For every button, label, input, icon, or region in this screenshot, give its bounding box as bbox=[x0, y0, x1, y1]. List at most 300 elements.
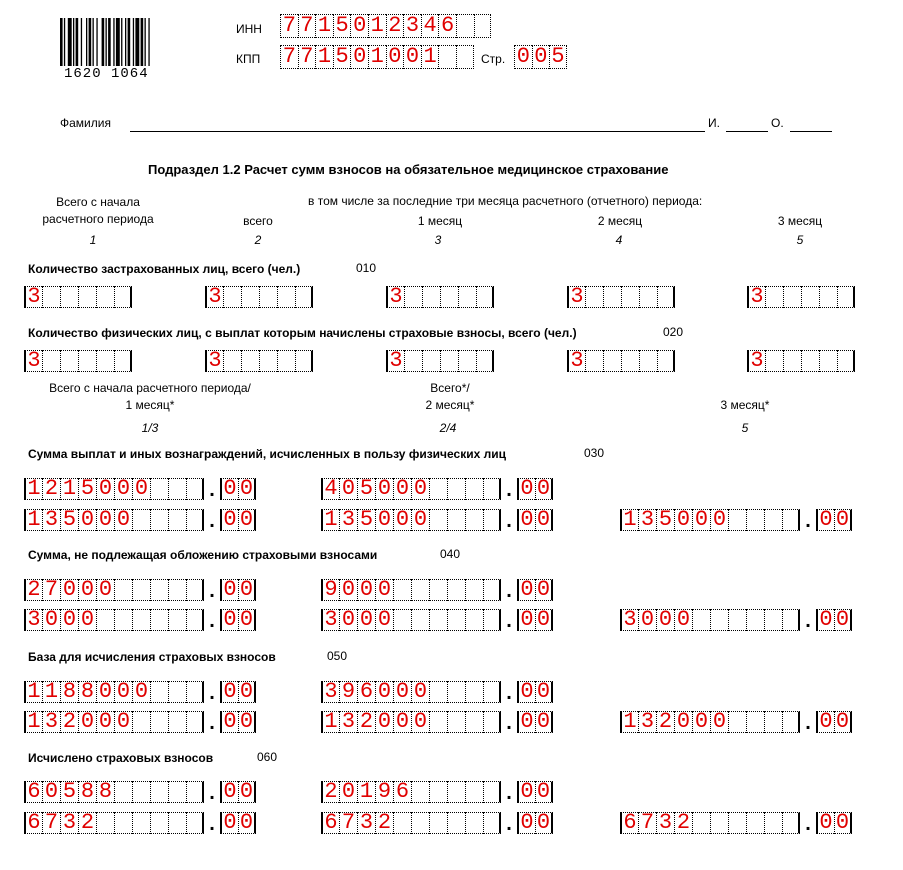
row060-m2-kopecks-cell: 0 bbox=[517, 812, 535, 834]
row030-m3-rubles-cell: 0 bbox=[674, 509, 692, 531]
row050-m2-rubles-cell bbox=[429, 711, 447, 733]
row040-m1-kopecks-cell: 0 bbox=[238, 609, 256, 631]
row030-m2-kopecks[interactable] bbox=[517, 509, 553, 531]
row050-m1-rubles-cell: 3 bbox=[42, 711, 60, 733]
row060-m1-kopecks[interactable] bbox=[220, 812, 256, 834]
kpp-field-cell: 1 bbox=[368, 45, 386, 69]
row040-all-rubles-cell: 0 bbox=[339, 579, 357, 601]
row030-m2-rubles-cell: 0 bbox=[393, 509, 411, 531]
kpp-field[interactable] bbox=[280, 45, 474, 69]
row060-m2-rubles-cell bbox=[393, 812, 411, 834]
row010-col4-field[interactable] bbox=[567, 286, 675, 308]
row060-total-rubles-cell bbox=[150, 781, 168, 803]
row060-m1-rubles[interactable] bbox=[24, 812, 204, 834]
inn-field-cell: 7 bbox=[280, 14, 298, 38]
row050-m2-kopecks-cell: 0 bbox=[517, 711, 535, 733]
inn-field-cell: 4 bbox=[421, 14, 439, 38]
row060-m3-rubles-cell bbox=[764, 812, 782, 834]
row020-col2-field-cell bbox=[241, 350, 259, 372]
row030-total-rubles[interactable] bbox=[24, 478, 204, 500]
col5-number: 5 bbox=[796, 233, 804, 247]
row020-col4-field-cell bbox=[585, 350, 603, 372]
row010-col5-field-cell bbox=[837, 286, 855, 308]
row040-m3-rubles[interactable] bbox=[620, 609, 800, 631]
row050-m1-rubles-cell: 1 bbox=[24, 711, 42, 733]
row050-total-rubles-cell bbox=[168, 681, 186, 703]
row060-m3-rubles-cell: 6 bbox=[620, 812, 638, 834]
row020-col1-field-cell bbox=[60, 350, 78, 372]
row050-m3-rubles-cell bbox=[782, 711, 800, 733]
row020-col4-field[interactable] bbox=[567, 350, 675, 372]
row030-m3-rubles-cell bbox=[764, 509, 782, 531]
row050-m1-kopecks[interactable] bbox=[220, 711, 256, 733]
row010-col5-field-cell: 3 bbox=[747, 286, 765, 308]
row030-m1-rubles-cell: 0 bbox=[78, 509, 96, 531]
row020-col1-field-cell bbox=[78, 350, 96, 372]
row050-all-rubles-cell: 6 bbox=[357, 681, 375, 703]
col5-header: 3 месяц bbox=[777, 214, 823, 228]
row050-m2-rubles-cell bbox=[447, 711, 465, 733]
row030-m2-rubles-cell bbox=[465, 509, 483, 531]
row050-all-rubles-cell: 0 bbox=[393, 681, 411, 703]
row040-all-kopecks-cell: 0 bbox=[517, 579, 535, 601]
row050-m3-rubles[interactable] bbox=[620, 711, 800, 733]
row060-m3-rubles-cell bbox=[746, 812, 764, 834]
row040-m1-rubles-cell bbox=[96, 609, 114, 631]
row040-m1-rubles-cell bbox=[150, 609, 168, 631]
row020-col3-field-cell bbox=[404, 350, 422, 372]
row060-total-rubles[interactable] bbox=[24, 781, 204, 803]
row040-total-rubles-cell bbox=[168, 579, 186, 601]
row060-m1-rubles-cell bbox=[96, 812, 114, 834]
row040-total-kopecks-cell: 0 bbox=[220, 579, 238, 601]
row020-col4-field-cell bbox=[639, 350, 657, 372]
barcode-number: 1620 1064 bbox=[64, 66, 149, 82]
row020-col5-field-cell bbox=[783, 350, 801, 372]
row060-all-rubles-cell bbox=[429, 781, 447, 803]
row060-total-kopecks[interactable] bbox=[220, 781, 256, 803]
page-label: Стр. bbox=[481, 52, 506, 66]
row030-m1-rubles-cell: 1 bbox=[24, 509, 42, 531]
row040-total-rubles-cell bbox=[114, 579, 132, 601]
kpp-field-cell: 5 bbox=[333, 45, 351, 69]
row050-all-rubles-cell bbox=[429, 681, 447, 703]
row010-col5-field-cell bbox=[783, 286, 801, 308]
surname-line[interactable] bbox=[130, 131, 705, 132]
row050-m1-rubles-cell bbox=[186, 711, 204, 733]
row040-all-rubles-cell bbox=[483, 579, 501, 601]
row040-m1-kopecks[interactable] bbox=[220, 609, 256, 631]
row030-m1-rubles-cell bbox=[150, 509, 168, 531]
initial-i-line[interactable] bbox=[726, 131, 768, 132]
row040-m2-rubles-cell bbox=[465, 609, 483, 631]
col1-number: 1 bbox=[89, 233, 97, 247]
row030-m3-rubles-cell: 3 bbox=[638, 509, 656, 531]
row040-all-rubles-cell bbox=[411, 579, 429, 601]
row020-col5-field-cell bbox=[837, 350, 855, 372]
row020-col2-field-cell: 3 bbox=[205, 350, 223, 372]
row010-col1-field[interactable] bbox=[24, 286, 132, 308]
row030-m1-kopecks[interactable] bbox=[220, 509, 256, 531]
row030-total-rubles-cell: 2 bbox=[42, 478, 60, 500]
row030-m2-kopecks-cell: 0 bbox=[517, 509, 535, 531]
row030-m2-rubles-cell bbox=[483, 509, 501, 531]
decimal-point: . bbox=[506, 580, 512, 602]
inn-label: ИНН bbox=[236, 22, 262, 36]
row020-col3-field[interactable] bbox=[386, 350, 494, 372]
row040-label: Сумма, не подлежащая обложению страховыми взносами bbox=[28, 548, 378, 562]
row050-m2-rubles-cell: 0 bbox=[411, 711, 429, 733]
row060-code: 060 bbox=[257, 750, 278, 764]
row040-m3-rubles-cell bbox=[692, 609, 710, 631]
row010-col2-field-cell bbox=[259, 286, 277, 308]
row050-m1-rubles-cell: 0 bbox=[96, 711, 114, 733]
row060-all-rubles-cell bbox=[483, 781, 501, 803]
row030-m3-rubles[interactable] bbox=[620, 509, 800, 531]
row060-total-rubles-cell bbox=[114, 781, 132, 803]
row030-all-rubles-cell: 5 bbox=[357, 478, 375, 500]
row060-all-rubles-cell: 1 bbox=[357, 781, 375, 803]
row030-all-rubles[interactable] bbox=[321, 478, 501, 500]
row050-total-rubles[interactable] bbox=[24, 681, 204, 703]
row060-m2-rubles-cell bbox=[429, 812, 447, 834]
initial-o-label: О. bbox=[771, 116, 784, 130]
row010-code: 010 bbox=[356, 261, 377, 275]
row040-m3-rubles-cell bbox=[764, 609, 782, 631]
col1-header-line1: Всего с начала bbox=[56, 195, 140, 209]
row060-m1-rubles-cell: 3 bbox=[60, 812, 78, 834]
row040-m3-kopecks[interactable] bbox=[816, 609, 852, 631]
row030-m2-rubles-cell bbox=[447, 509, 465, 531]
bottom-col3-header: 3 месяц* bbox=[720, 398, 770, 412]
row040-m1-rubles-cell bbox=[114, 609, 132, 631]
col2-number: 2 bbox=[254, 233, 262, 247]
row040-m3-rubles-cell bbox=[746, 609, 764, 631]
row040-m1-rubles-cell bbox=[186, 609, 204, 631]
col1-header-line2: расчетного периода bbox=[42, 212, 154, 226]
row040-total-rubles-cell: 2 bbox=[24, 579, 42, 601]
row060-total-rubles-cell: 8 bbox=[96, 781, 114, 803]
initial-o-line[interactable] bbox=[790, 131, 832, 132]
decimal-point: . bbox=[209, 479, 215, 501]
row040-total-rubles-cell: 0 bbox=[96, 579, 114, 601]
inn-field-cell: 1 bbox=[368, 14, 386, 38]
row020-col4-field-cell bbox=[621, 350, 639, 372]
row040-total-rubles-cell bbox=[132, 579, 150, 601]
row060-m3-rubles-cell bbox=[728, 812, 746, 834]
kpp-field-cell bbox=[456, 45, 474, 69]
row060-m1-rubles-cell bbox=[168, 812, 186, 834]
row050-total-rubles-cell: 1 bbox=[24, 681, 42, 703]
row010-col4-field-cell bbox=[657, 286, 675, 308]
row040-m1-rubles[interactable] bbox=[24, 609, 204, 631]
row030-all-rubles-cell bbox=[429, 478, 447, 500]
inn-field[interactable] bbox=[280, 14, 491, 38]
row060-all-rubles[interactable] bbox=[321, 781, 501, 803]
row020-col2-field-cell bbox=[223, 350, 241, 372]
inn-field-cell bbox=[474, 14, 492, 38]
row030-m3-kopecks[interactable] bbox=[816, 509, 852, 531]
row020-col4-field-cell bbox=[657, 350, 675, 372]
row040-all-rubles-cell bbox=[447, 579, 465, 601]
row050-m2-rubles-cell: 2 bbox=[357, 711, 375, 733]
row020-col5-field-cell bbox=[819, 350, 837, 372]
row040-all-rubles[interactable] bbox=[321, 579, 501, 601]
row030-m1-rubles-cell bbox=[186, 509, 204, 531]
inn-field-cell: 1 bbox=[315, 14, 333, 38]
bottom-col2-number: 2/4 bbox=[439, 421, 457, 435]
inn-field-cell: 0 bbox=[350, 14, 368, 38]
row050-total-kopecks[interactable] bbox=[220, 681, 256, 703]
row060-m3-kopecks-cell: 0 bbox=[834, 812, 852, 834]
row060-m1-rubles-cell: 7 bbox=[42, 812, 60, 834]
row050-m2-kopecks[interactable] bbox=[517, 711, 553, 733]
row060-all-rubles-cell bbox=[411, 781, 429, 803]
row040-m3-kopecks-cell: 0 bbox=[834, 609, 852, 631]
row040-total-rubles-cell: 7 bbox=[42, 579, 60, 601]
row050-all-rubles-cell bbox=[483, 681, 501, 703]
row010-col1-field-cell bbox=[42, 286, 60, 308]
page-number-field[interactable] bbox=[514, 45, 567, 69]
inn-field-cell: 6 bbox=[438, 14, 456, 38]
row050-total-rubles-cell: 0 bbox=[132, 681, 150, 703]
inn-field-cell: 7 bbox=[298, 14, 316, 38]
row040-total-rubles-cell: 0 bbox=[78, 579, 96, 601]
row050-all-kopecks[interactable] bbox=[517, 681, 553, 703]
row060-total-kopecks-cell: 0 bbox=[238, 781, 256, 803]
page-number-field-cell: 0 bbox=[514, 45, 532, 69]
decimal-point: . bbox=[506, 712, 512, 734]
row050-m3-kopecks-cell: 0 bbox=[816, 711, 834, 733]
row040-m2-kopecks[interactable] bbox=[517, 609, 553, 631]
row040-m3-rubles-cell bbox=[782, 609, 800, 631]
row060-m1-rubles-cell: 2 bbox=[78, 812, 96, 834]
row060-m2-rubles-cell: 7 bbox=[339, 812, 357, 834]
row010-col3-field-cell bbox=[440, 286, 458, 308]
row060-all-kopecks-cell: 0 bbox=[517, 781, 535, 803]
decimal-point: . bbox=[506, 782, 512, 804]
col4-header: 2 месяц bbox=[597, 214, 643, 228]
row020-col4-field-cell: 3 bbox=[567, 350, 585, 372]
kpp-field-cell: 1 bbox=[421, 45, 439, 69]
row060-m3-kopecks[interactable] bbox=[816, 812, 852, 834]
row060-all-kopecks[interactable] bbox=[517, 781, 553, 803]
row030-total-kopecks-cell: 0 bbox=[220, 478, 238, 500]
row030-m1-rubles[interactable] bbox=[24, 509, 204, 531]
row050-m3-kopecks[interactable] bbox=[816, 711, 852, 733]
bottom-col1-header-line2: 1 месяц* bbox=[125, 398, 175, 412]
row050-m1-kopecks-cell: 0 bbox=[238, 711, 256, 733]
row030-all-rubles-cell: 0 bbox=[393, 478, 411, 500]
row040-all-kopecks[interactable] bbox=[517, 579, 553, 601]
row050-all-kopecks-cell: 0 bbox=[535, 681, 553, 703]
row040-all-rubles-cell bbox=[393, 579, 411, 601]
decimal-point: . bbox=[209, 682, 215, 704]
bottom-col3-number: 5 bbox=[741, 421, 749, 435]
row050-m1-rubles-cell bbox=[132, 711, 150, 733]
row060-all-kopecks-cell: 0 bbox=[535, 781, 553, 803]
col2-header: всего bbox=[243, 214, 273, 228]
row050-m3-kopecks-cell: 0 bbox=[834, 711, 852, 733]
row030-code: 030 bbox=[584, 446, 605, 460]
bottom-col1-header-line1: Всего с начала расчетного периода/ bbox=[49, 381, 251, 395]
row060-m3-rubles[interactable] bbox=[620, 812, 800, 834]
row030-total-rubles-cell: 1 bbox=[24, 478, 42, 500]
kpp-field-cell: 7 bbox=[298, 45, 316, 69]
row060-m2-rubles-cell bbox=[447, 812, 465, 834]
row020-col5-field-cell bbox=[801, 350, 819, 372]
row050-m1-rubles[interactable] bbox=[24, 711, 204, 733]
row040-all-rubles-cell: 0 bbox=[375, 579, 393, 601]
decimal-point: . bbox=[209, 813, 215, 835]
row040-m1-rubles-cell: 0 bbox=[60, 609, 78, 631]
row040-m2-rubles[interactable] bbox=[321, 609, 501, 631]
row010-col2-field-cell bbox=[241, 286, 259, 308]
row050-m3-rubles-cell bbox=[764, 711, 782, 733]
row030-m1-rubles-cell bbox=[168, 509, 186, 531]
row030-total-rubles-cell bbox=[186, 478, 204, 500]
bottom-col2-header-line1: Всего*/ bbox=[430, 381, 470, 395]
bottom-col1-number: 1/3 bbox=[141, 421, 159, 435]
row040-total-rubles-cell bbox=[150, 579, 168, 601]
row050-m2-rubles[interactable] bbox=[321, 711, 501, 733]
row030-m2-rubles-cell bbox=[429, 509, 447, 531]
row030-m1-rubles-cell: 0 bbox=[114, 509, 132, 531]
row010-col2-field[interactable] bbox=[205, 286, 313, 308]
row040-all-rubles-cell: 9 bbox=[321, 579, 339, 601]
row060-total-rubles-cell: 0 bbox=[42, 781, 60, 803]
row060-m2-kopecks[interactable] bbox=[517, 812, 553, 834]
row060-all-rubles-cell: 0 bbox=[339, 781, 357, 803]
row050-all-rubles-cell bbox=[447, 681, 465, 703]
kpp-field-cell: 1 bbox=[315, 45, 333, 69]
row010-col3-field-cell bbox=[476, 286, 494, 308]
row050-m1-rubles-cell: 2 bbox=[60, 711, 78, 733]
row010-col1-field-cell bbox=[114, 286, 132, 308]
row050-all-rubles-cell: 0 bbox=[375, 681, 393, 703]
row030-m3-rubles-cell bbox=[782, 509, 800, 531]
row020-col1-field-cell bbox=[114, 350, 132, 372]
row020-col2-field[interactable] bbox=[205, 350, 313, 372]
row050-m3-rubles-cell: 1 bbox=[620, 711, 638, 733]
row060-total-kopecks-cell: 0 bbox=[220, 781, 238, 803]
row030-m1-rubles-cell: 3 bbox=[42, 509, 60, 531]
row050-m3-rubles-cell bbox=[728, 711, 746, 733]
row060-m1-rubles-cell bbox=[132, 812, 150, 834]
row060-total-rubles-cell: 5 bbox=[60, 781, 78, 803]
row030-all-rubles-cell bbox=[465, 478, 483, 500]
row050-m1-rubles-cell: 0 bbox=[114, 711, 132, 733]
row050-m3-rubles-cell: 0 bbox=[692, 711, 710, 733]
row030-all-rubles-cell bbox=[483, 478, 501, 500]
row040-m1-rubles-cell bbox=[168, 609, 186, 631]
row050-total-kopecks-cell: 0 bbox=[220, 681, 238, 703]
row040-m3-rubles-cell: 0 bbox=[656, 609, 674, 631]
row060-m3-kopecks-cell: 0 bbox=[816, 812, 834, 834]
row010-col2-field-cell bbox=[223, 286, 241, 308]
row050-m2-rubles-cell: 0 bbox=[393, 711, 411, 733]
row050-total-rubles-cell: 0 bbox=[114, 681, 132, 703]
row010-col5-field[interactable] bbox=[747, 286, 855, 308]
section-title: Подраздел 1.2 Расчет сумм взносов на обязательное медицинское страхование bbox=[148, 162, 669, 177]
page-number-field-cell: 5 bbox=[549, 45, 567, 69]
row020-col2-field-cell bbox=[277, 350, 295, 372]
row030-all-kopecks[interactable] bbox=[517, 478, 553, 500]
row040-code: 040 bbox=[440, 547, 461, 561]
row030-total-rubles-cell bbox=[150, 478, 168, 500]
col3-number: 3 bbox=[434, 233, 442, 247]
row020-col1-field-cell: 3 bbox=[24, 350, 42, 372]
row040-m2-rubles-cell bbox=[393, 609, 411, 631]
row030-m2-rubles[interactable] bbox=[321, 509, 501, 531]
row030-total-rubles-cell: 0 bbox=[96, 478, 114, 500]
row020-col1-field[interactable] bbox=[24, 350, 132, 372]
surname-label: Фамилия bbox=[60, 116, 111, 130]
row050-total-rubles-cell bbox=[150, 681, 168, 703]
row030-total-kopecks[interactable] bbox=[220, 478, 256, 500]
row020-col3-field-cell bbox=[440, 350, 458, 372]
row040-m1-rubles-cell: 0 bbox=[42, 609, 60, 631]
row010-col3-field[interactable] bbox=[386, 286, 494, 308]
row060-m1-kopecks-cell: 0 bbox=[238, 812, 256, 834]
kpp-field-cell: 0 bbox=[386, 45, 404, 69]
row030-all-rubles-cell: 0 bbox=[375, 478, 393, 500]
row020-col5-field[interactable] bbox=[747, 350, 855, 372]
inn-field-cell: 5 bbox=[333, 14, 351, 38]
row040-total-rubles[interactable] bbox=[24, 579, 204, 601]
row040-m3-rubles-cell: 0 bbox=[638, 609, 656, 631]
row060-total-rubles-cell: 6 bbox=[24, 781, 42, 803]
row010-col5-field-cell bbox=[765, 286, 783, 308]
row060-m2-rubles-cell bbox=[411, 812, 429, 834]
row010-col2-field-cell bbox=[277, 286, 295, 308]
row020-col2-field-cell bbox=[295, 350, 313, 372]
row030-all-rubles-cell bbox=[447, 478, 465, 500]
row060-m3-rubles-cell: 2 bbox=[674, 812, 692, 834]
row050-m3-rubles-cell: 0 bbox=[710, 711, 728, 733]
row040-all-kopecks-cell: 0 bbox=[535, 579, 553, 601]
decimal-point: . bbox=[506, 813, 512, 835]
row020-col3-field-cell bbox=[422, 350, 440, 372]
row040-all-rubles-cell: 0 bbox=[357, 579, 375, 601]
decimal-point: . bbox=[209, 782, 215, 804]
row060-m2-kopecks-cell: 0 bbox=[535, 812, 553, 834]
row030-total-rubles-cell: 0 bbox=[114, 478, 132, 500]
row040-m2-rubles-cell bbox=[447, 609, 465, 631]
row010-col3-field-cell: 3 bbox=[386, 286, 404, 308]
row050-m3-rubles-cell: 2 bbox=[656, 711, 674, 733]
decimal-point: . bbox=[209, 712, 215, 734]
row060-m3-rubles-cell: 3 bbox=[656, 812, 674, 834]
row040-total-kopecks[interactable] bbox=[220, 579, 256, 601]
row060-m2-rubles-cell bbox=[483, 812, 501, 834]
row050-all-rubles[interactable] bbox=[321, 681, 501, 703]
row030-m3-rubles-cell: 1 bbox=[620, 509, 638, 531]
row060-m2-rubles[interactable] bbox=[321, 812, 501, 834]
bottom-col2-header-line2: 2 месяц* bbox=[425, 398, 475, 412]
row050-label: База для исчисления страховых взносов bbox=[28, 650, 276, 664]
row040-m2-rubles-cell: 3 bbox=[321, 609, 339, 631]
row020-col2-field-cell bbox=[259, 350, 277, 372]
row030-all-kopecks-cell: 0 bbox=[535, 478, 553, 500]
row030-m2-rubles-cell: 0 bbox=[375, 509, 393, 531]
row060-m1-rubles-cell bbox=[186, 812, 204, 834]
row010-col1-field-cell bbox=[96, 286, 114, 308]
col3-header: 1 месяц bbox=[417, 214, 463, 228]
row060-m1-rubles-cell: 6 bbox=[24, 812, 42, 834]
page-number-field-cell: 0 bbox=[532, 45, 550, 69]
inn-field-cell: 3 bbox=[403, 14, 421, 38]
